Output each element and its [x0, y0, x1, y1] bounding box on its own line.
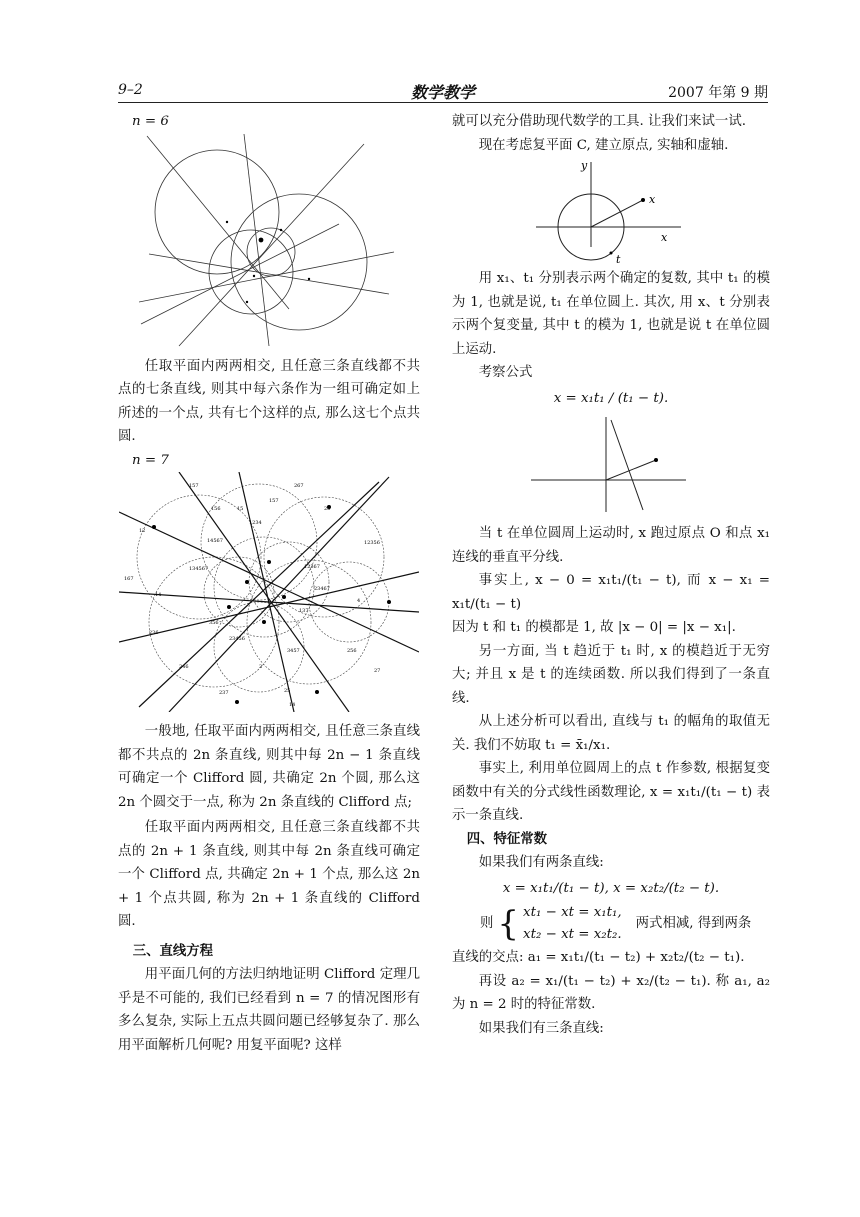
section-4-title: 四、特征常数: [466, 831, 548, 847]
paragraph-seven-lines: 任取平面内两两相交, 且任意三条直线都不共点的七条直线, 则其中每六条作为一组可确定如上所述的一个点, 共有七个这样的点, 那么这七个点共圆.: [118, 358, 420, 444]
point-t-label: t: [616, 253, 621, 266]
n7-label-text: 14: [155, 592, 162, 598]
issue-label: 2007 年第 9 期: [668, 85, 768, 101]
paragraph-infinity: 另一方面, 当 t 趋近于 t₁ 时, x 的模趋近于无穷大; 并且 x 是 t 的连续函数. 所以我们得到了一条直线.: [452, 643, 770, 706]
paragraph-argument: 从上述分析可以看出, 直线与 t₁ 的幅角的取值无关. 我们不妨取 t₁ = x̄₁/x₁.: [452, 714, 770, 753]
paragraph-section-3: 用平面几何的方法归纳地证明 Clifford 定理几乎是不可能的, 我们已经看到 n = 7 的情况图形有多么复杂, 实际上五点共圆问题已经够复杂了. 那么用平面解析几何呢? 用复平面呢? 这样: [118, 967, 420, 1053]
paragraph-three-lines: 如果我们有三条直线:: [478, 1020, 604, 1036]
system-eq-2: xt₂ − xt = x₂t₂.: [523, 927, 622, 942]
equation-system: [480, 902, 770, 946]
n7-label-text: 256: [347, 648, 357, 654]
n7-label-text: 15: [237, 506, 244, 512]
n7-label-text: 267: [294, 483, 304, 489]
paragraph-define: 用 x₁、t₁ 分别表示两个确定的复数, 其中 t₁ 的模为 1, 也就是说, t₁ 在单位圆上. 其次, 用 x、t 分别表示两个复变量, 其中 t 的模为 1, 也就是说 t 在单位圆上运动.: [452, 271, 770, 357]
n7-label-text: 156: [211, 506, 221, 512]
axis-x-label: x: [661, 231, 668, 244]
system-prefix: 则: [480, 916, 494, 932]
paragraph-a2: 再设 a₂ = x₁/(t₁ − t₂) + x₂/(t₂ − t₁). 称 a₁, a₂ 为 n = 2 时的特征常数.: [452, 973, 770, 1012]
paragraph-bisector: 当 t 在单位圆周上运动时, x 跑过原点 O 和点 x₁ 连线的垂直平分线.: [452, 526, 770, 565]
system-suffix: 两式相减, 得到两条: [635, 916, 752, 932]
n7-label-text: 3: [259, 664, 263, 670]
formula-two-lines: x = x₁t₁/(t₁ − t), x = x₂t₂/(t₂ − t).: [502, 880, 720, 896]
section-3-title: 三、直线方程: [132, 943, 214, 959]
paragraph-general-2n: 一般地, 任取平面内两两相交, 且任意三条直线都不共点的 2n 条直线, 则其中每 2n − 1 条直线可确定一个 Clifford 圆, 共确定 2n 个圆, 那么这 2n 个圆交于一点, 称为 2n 条直线的 Clifford 点;: [118, 724, 420, 810]
n6-line: [147, 136, 289, 309]
n7-label-text: 246: [179, 664, 189, 670]
n7-label-text: 1234: [249, 520, 262, 526]
paragraph-param: 事实上, 利用单位圆周上的点 t 作参数, 根据复变函数中有关的分式线性函数理论, x = x₁t₁/(t₁ − t) 表示一条直线.: [452, 761, 770, 823]
n7-label-text: 134567: [189, 566, 209, 572]
paragraph-general-2n-plus-1: 任取平面内两两相交, 且任意三条直线都不共点的 2n + 1 条直线, 则其中每 2n 条直线可确定一个 Clifford 点, 共确定 2n + 1 个点, 那么这 2n + 1 个点共圆, 称为 2n + 1 条直线的 Clifford 圆.: [118, 820, 420, 929]
paragraph-fact: 事实上, x − 0 = x₁t₁/(t₁ − t), 而 x − x₁ = x₁t/(t₁ − t): [452, 573, 770, 612]
n7-label-text: 23456: [229, 636, 245, 642]
n6-figure: [139, 134, 399, 349]
n7-label-text: 157: [189, 483, 199, 489]
bisector-figure: [531, 412, 691, 522]
page-number: 9–2: [118, 82, 143, 98]
unit-circle-figure: [531, 157, 691, 267]
n7-label-text: 14567: [207, 538, 223, 544]
n7-label-text: 12: [139, 528, 146, 534]
journal-title: 数学教学: [410, 83, 475, 102]
formula-1: x = x₁t₁ / (t₁ − t).: [553, 390, 669, 406]
n7-label-text: 25: [284, 688, 291, 694]
n7-label-text: 3457: [287, 648, 300, 654]
n6-label: n = 6: [132, 114, 169, 129]
right-column: [452, 110, 770, 1040]
n7-label-text: 27: [374, 668, 381, 674]
brace-icon: {: [497, 904, 520, 944]
system-eq-1: xt₁ − xt = x₁t₁,: [523, 905, 622, 920]
n7-label-text: 12367: [304, 564, 320, 570]
n7-label-text: 23467: [314, 586, 330, 592]
n7-label-text: 4: [357, 598, 361, 604]
n7-label-text: 237: [219, 690, 229, 696]
n7-label-text: 14: [289, 702, 296, 708]
formula-intro: 考察公式: [478, 365, 533, 380]
n6-circle-mid: [209, 230, 293, 314]
n7-label-text: 157: [269, 498, 279, 504]
point-x-label: x: [649, 193, 656, 206]
n7-label-text: 137: [299, 608, 309, 614]
n7-label-text: 26: [324, 506, 331, 512]
axis-y-label: y: [581, 159, 588, 172]
n7-label-text: 356: [209, 620, 219, 626]
n7-figure: [119, 472, 419, 712]
n7-label: n = 7: [132, 452, 169, 468]
n6-line: [141, 224, 339, 324]
n6-line: [179, 144, 364, 346]
n7-label-text: 12356: [364, 540, 380, 546]
running-header: [118, 80, 768, 103]
paragraph-complex-plane: 现在考虑复平面 C, 建立原点, 实轴和虚轴.: [478, 137, 729, 153]
left-column: [118, 110, 420, 1057]
paragraph-two-lines: 如果我们有两条直线:: [478, 855, 604, 870]
n7-label-text: 236: [149, 630, 159, 636]
paragraph-modulus: 因为 t 和 t₁ 的模都是 1, 故 |x − 0| = |x − x₁|.: [452, 620, 736, 635]
paragraph-intersection: 直线的交点: a₁ = x₁t₁/(t₁ − t₂) + x₂t₂/(t₂ − t₁).: [452, 950, 745, 965]
paragraph-continued: 就可以充分借助现代数学的工具. 让我们来试一试.: [452, 114, 746, 129]
n7-label-text: 167: [124, 576, 134, 582]
